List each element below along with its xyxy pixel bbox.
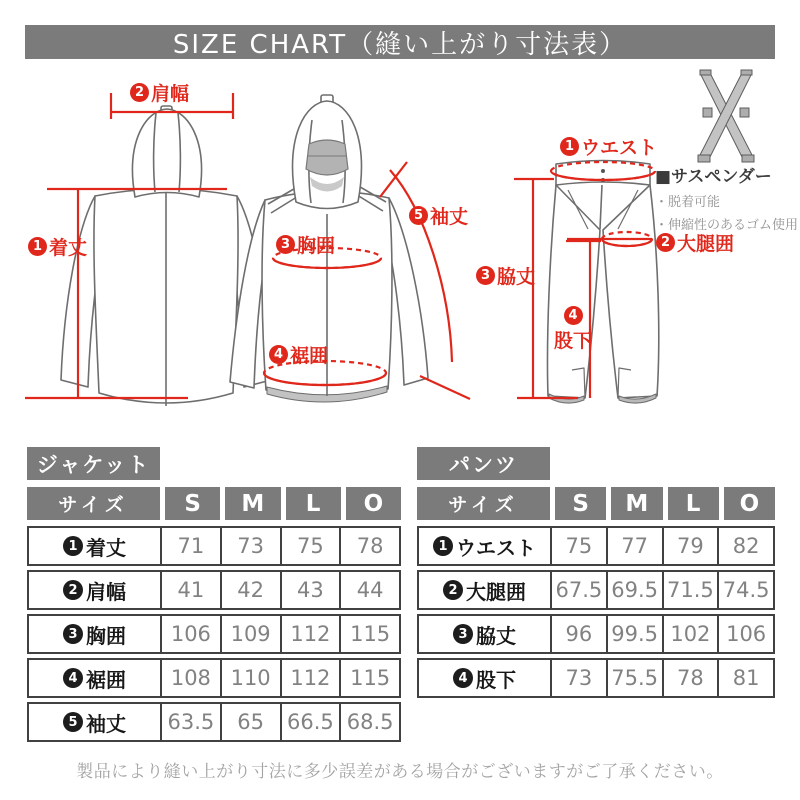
cell-value: 106 [160, 616, 220, 652]
table-row [27, 658, 401, 698]
cell-value: 65 [220, 704, 280, 740]
row-label [29, 528, 160, 564]
jacket-table-title: ジャケット [27, 447, 160, 480]
jacket-table-body [27, 526, 401, 742]
table-row [417, 570, 775, 610]
annotation-label: 肩幅 [151, 83, 190, 105]
size-col-l: L [286, 487, 341, 520]
row-label-text: 肩幅 [86, 579, 126, 604]
size-header-cell: サイズ [27, 487, 160, 520]
cell-value: 66.5 [280, 704, 340, 740]
annotation-chest [276, 231, 335, 258]
row-label [29, 704, 160, 740]
cell-value: 63.5 [160, 704, 220, 740]
cell-value: 44 [339, 572, 399, 608]
pants-button-top [601, 169, 605, 173]
cell-value: 112 [280, 660, 340, 696]
suspender-adjuster-left [703, 108, 712, 117]
annotation-number-badge: 3 [276, 235, 295, 254]
row-number-badge: 2 [63, 580, 83, 600]
annotation-waist [560, 133, 657, 160]
size-col-o: O [724, 487, 775, 520]
cell-value: 67.5 [550, 572, 606, 608]
suspender-clip-right [742, 155, 754, 162]
jacket-front-face-panel [306, 140, 348, 175]
pants-left-leg [547, 185, 600, 398]
row-number-badge: 2 [443, 580, 463, 600]
cell-value: 71 [160, 528, 220, 564]
cell-value: 68.5 [339, 704, 399, 740]
size-col-s: S [165, 487, 220, 520]
cell-value: 110 [220, 660, 280, 696]
annotation-number-badge: 4 [269, 345, 288, 364]
suspender-hook-right [741, 70, 752, 75]
cell-value: 99.5 [606, 616, 662, 652]
row-label-text: 胸囲 [86, 623, 126, 648]
suspender-clip-left [698, 155, 710, 162]
cell-value: 75.5 [606, 660, 662, 696]
cell-value: 112 [280, 616, 340, 652]
row-label [29, 660, 160, 696]
cell-value: 41 [160, 572, 220, 608]
suspender-hook-left [700, 70, 711, 75]
cell-value: 78 [662, 660, 718, 696]
row-label-text: 裾囲 [86, 667, 126, 692]
cell-value: 108 [160, 660, 220, 696]
row-label [419, 660, 550, 696]
page-title: SIZE CHART（縫い上がり寸法表） [172, 29, 628, 60]
annotation-label: 脇丈 [497, 266, 536, 288]
row-label [29, 616, 160, 652]
sleeve-length-tick-bottom [420, 376, 470, 399]
size-col-o: O [346, 487, 401, 520]
row-label-text: 股下 [476, 667, 516, 692]
row-number-badge: 1 [63, 536, 83, 556]
row-label [419, 572, 550, 608]
pants-table-body [417, 526, 775, 698]
cell-value: 73 [550, 660, 606, 696]
pants-right-leg [603, 185, 659, 398]
size-col-m: M [611, 487, 662, 520]
cell-value: 75 [550, 528, 606, 564]
table-row [27, 570, 401, 610]
sleeve-length-tick-top [380, 162, 407, 197]
annotation-number-badge: 4 [564, 306, 583, 325]
annotation-label: 袖丈 [430, 206, 469, 228]
size-col-m: M [225, 487, 280, 520]
cell-value: 115 [339, 616, 399, 652]
suspender-note-bullet: ・脱着可能 [655, 195, 721, 210]
row-label [29, 572, 160, 608]
table-row [27, 614, 401, 654]
table-row [417, 526, 775, 566]
annotation-label: 大腿囲 [677, 233, 735, 255]
annotation-number-badge: 3 [476, 266, 495, 285]
annotation-number-badge: 2 [656, 233, 675, 252]
suspenders-drawing [698, 70, 754, 162]
annotation-thigh [656, 229, 734, 256]
table-row [27, 526, 401, 566]
row-label [419, 528, 550, 564]
tolerance-note: 製品により縫い上がり寸法に多少誤差がある場合がございますがご了承ください。 [76, 762, 724, 782]
row-label [419, 616, 550, 652]
cell-value: 71.5 [662, 572, 718, 608]
pants-size-table [417, 447, 775, 702]
cell-value: 69.5 [606, 572, 662, 608]
annotation-label: 股下 [553, 330, 592, 352]
cell-value: 109 [220, 616, 280, 652]
pants-fly-seam [600, 185, 602, 229]
cell-value: 43 [280, 572, 340, 608]
row-label-text: 袖丈 [86, 711, 126, 736]
cell-value: 73 [220, 528, 280, 564]
pants-table-title: パンツ [417, 447, 550, 480]
table-row [417, 658, 775, 698]
cell-value: 42 [220, 572, 280, 608]
cell-value: 75 [280, 528, 340, 564]
annotation-number-badge: 5 [409, 206, 428, 225]
pants-table-header [417, 487, 775, 520]
size-col-l: L [668, 487, 719, 520]
suspender-note-bullet: ・伸縮性のあるゴム使用 [655, 218, 799, 233]
cell-value: 74.5 [717, 572, 773, 608]
suspender-adjuster-right [740, 108, 749, 117]
cell-value: 81 [717, 660, 773, 696]
annotation-number-badge: 1 [560, 137, 579, 156]
row-number-badge: 1 [433, 536, 453, 556]
cell-value: 102 [662, 616, 718, 652]
annotation-label: ウエスト [581, 137, 658, 159]
row-number-badge: 5 [63, 712, 83, 732]
row-label-text: 着丈 [86, 535, 126, 560]
annotation-sleeve-length [409, 202, 468, 229]
cell-value: 79 [662, 528, 718, 564]
cell-value: 115 [339, 660, 399, 696]
annotation-body-length [28, 233, 87, 260]
row-number-badge: 4 [63, 668, 83, 688]
cell-value: 77 [606, 528, 662, 564]
annotation-inseam [553, 306, 593, 353]
annotation-label: 胸囲 [297, 235, 336, 257]
row-label-text: ウエスト [456, 535, 536, 560]
annotation-number-badge: 1 [28, 237, 47, 256]
annotation-number-badge: 2 [130, 83, 149, 102]
row-number-badge: 3 [453, 624, 473, 644]
jacket-size-table [27, 447, 401, 746]
cell-value: 106 [717, 616, 773, 652]
cell-value: 78 [339, 528, 399, 564]
row-label-text: 脇丈 [476, 623, 516, 648]
annotation-side-length [476, 262, 535, 289]
size-col-s: S [555, 487, 606, 520]
pants-drawing [547, 161, 658, 404]
row-label-text: 大腿囲 [466, 579, 526, 604]
cell-value: 96 [550, 616, 606, 652]
size-header-cell: サイズ [417, 487, 550, 520]
cell-value: 82 [717, 528, 773, 564]
suspender-note-title: ■サスペンダー [655, 167, 772, 187]
jacket-back-hood [133, 109, 202, 197]
table-row [417, 614, 775, 654]
table-row [27, 702, 401, 742]
row-number-badge: 4 [453, 668, 473, 688]
annotation-hem [269, 341, 328, 368]
suspender-note [655, 162, 798, 233]
row-number-badge: 3 [63, 624, 83, 644]
annotation-label: 着丈 [49, 237, 88, 259]
annotation-label: 裾囲 [290, 345, 329, 367]
annotation-shoulder-width [130, 79, 189, 106]
jacket-table-header [27, 487, 401, 520]
